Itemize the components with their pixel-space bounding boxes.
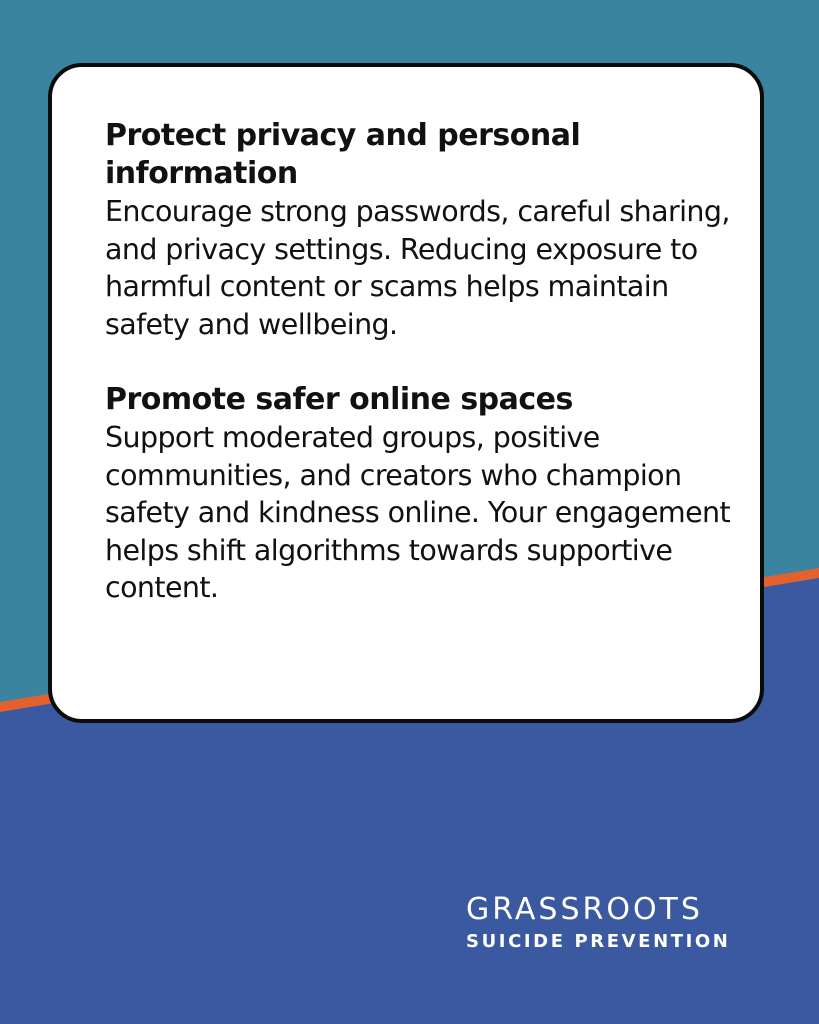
section-body-privacy: Encourage strong passwords, careful sharing, and privacy settings. Reducing exposure to harmful content or scams helps maintain safety and wellbeing.: [105, 195, 730, 341]
section-title-privacy: Protect privacy and personal information: [105, 118, 581, 191]
content-card: [48, 63, 764, 723]
section-spacer: [105, 343, 740, 381]
section-body-online-spaces: Support moderated groups, positive communities, and creators who champion safety and kindness online. Your engagement helps shift algorithms towards supportive content.: [105, 421, 731, 604]
section-title-online-spaces: Promote safer online spaces: [105, 382, 573, 417]
logo-secondary-text: SUICIDE PREVENTION: [466, 931, 731, 952]
logo-primary-text: GRASSROOTS: [466, 892, 703, 927]
grassroots-logo: [466, 893, 766, 953]
